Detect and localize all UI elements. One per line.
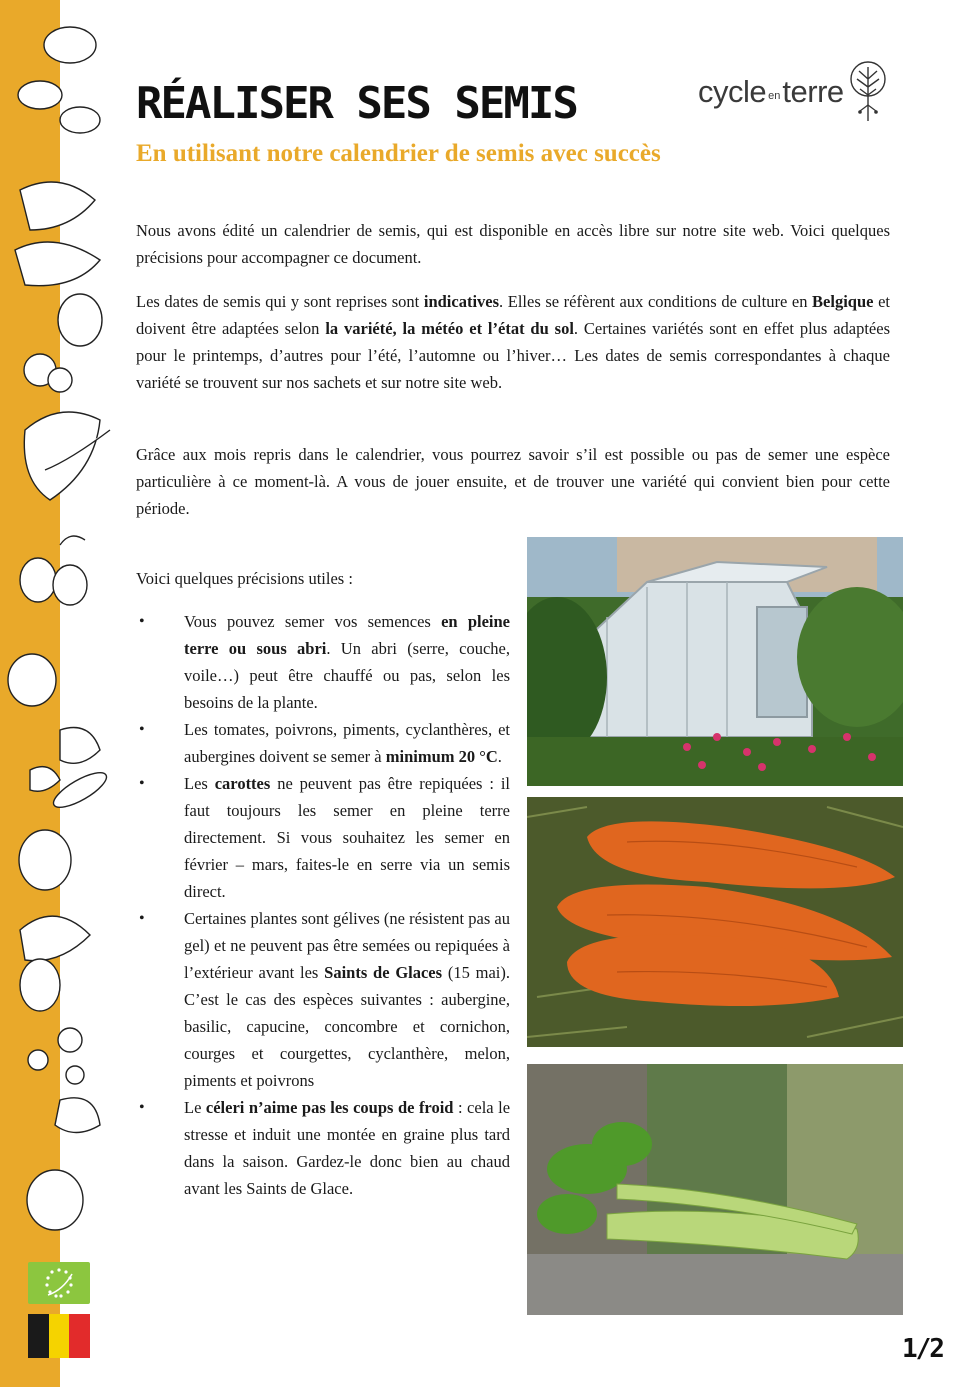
- list-item: • Le céleri n’aime pas les coups de froid : cela le stresse et induit une montée en graine plus tard dans la saison. Gardez-le donc bien au chaud avant les Saints de Glace.: [136, 1094, 510, 1202]
- flag-red-stripe: [69, 1314, 90, 1358]
- flag-yellow-stripe: [49, 1314, 70, 1358]
- bold-text: carottes: [214, 774, 271, 793]
- bold-text: minimum 20 °C: [385, 747, 498, 766]
- bold-text: Belgique: [812, 292, 874, 311]
- greenhouse-photo: [527, 537, 903, 786]
- logo-text-en: en: [768, 90, 781, 102]
- page-number: 1/2: [902, 1334, 943, 1364]
- eu-organic-logo: [28, 1262, 90, 1304]
- bold-text: indicatives: [423, 292, 500, 311]
- celery-photo: [527, 1064, 903, 1315]
- bold-text: Saints de Glaces: [324, 963, 443, 982]
- belgian-flag: [28, 1314, 90, 1358]
- page-title: RÉALISER SES SEMIS: [136, 78, 577, 129]
- list-item: • Les tomates, poivrons, piments, cyclanthères, et aubergines doivent se semer à minimum 20 °C.: [136, 716, 510, 770]
- list-item: • Certaines plantes sont gélives (ne résistent pas au gel) et ne peuvent pas être semées ou repiquées à l’extérieur avant les Saints de Glaces (15 mai). C’est le cas des espèces suivantes : aubergine, basilic, capucine, concombre et cornichon, courges et courgettes, cyclanthère, melon, piments et poivrons: [136, 905, 510, 1094]
- list-item: • Vous pouvez semer vos semences en pleine terre ou sous abri. Un abri (serre, couche, voile…) peut être chauffé ou pas, selon les besoins de la plante.: [136, 608, 510, 716]
- bold-text: en pleine terre ou sous abri: [184, 612, 510, 658]
- bold-text: céleri n’aime pas les coups de froid: [205, 1098, 454, 1117]
- page-subtitle: En utilisant notre calendrier de semis avec succès: [136, 140, 661, 167]
- carrots-photo: [527, 797, 903, 1047]
- logo-text-cycle: cycle: [698, 74, 767, 109]
- paragraph-3: Grâce aux mois repris dans le calendrier, vous pourrez savoir s’il est possible ou pas de semer une espèce particulière à ce moment-là. A vous de jouer ensuite, et de trouver une variété qui convient bien pour cette période.: [136, 445, 890, 518]
- logo-text-terre: terre: [782, 74, 844, 109]
- paragraph-2: Les dates de semis qui y sont reprises sont indicatives. Elles se réfèrent aux conditions de culture en Belgique et doivent être adaptées selon la variété, la météo et l’état du sol. Certaines variétés sont en effet plus adaptées pour le printemps, d’autres pour l’été, l’automne ou l’hiver… Les dates de semis correspondantes à chaque variété se trouvent sur nos sachets et sur notre site web.: [136, 292, 890, 392]
- brand-logo: [698, 58, 888, 126]
- paragraph-1: Nous avons édité un calendrier de semis, qui est disponible en accès libre sur notre site web. Voici quelques précisions pour accompagner ce document.: [136, 221, 890, 267]
- tips-list: [136, 608, 510, 1202]
- list-item: • Les carottes ne peuvent pas être repiquées : il faut toujours les semer en pleine terre directement. Si vous souhaitez les semer en février – mars, faites-le en serre via un semis direct.: [136, 770, 510, 905]
- botanical-illustration: [0, 0, 118, 1250]
- bullets-intro: Voici quelques précisions utiles :: [136, 569, 353, 588]
- flag-black-stripe: [28, 1314, 49, 1358]
- tree-icon: [848, 59, 888, 125]
- bold-text: la variété, la météo et l’état du sol: [325, 319, 574, 338]
